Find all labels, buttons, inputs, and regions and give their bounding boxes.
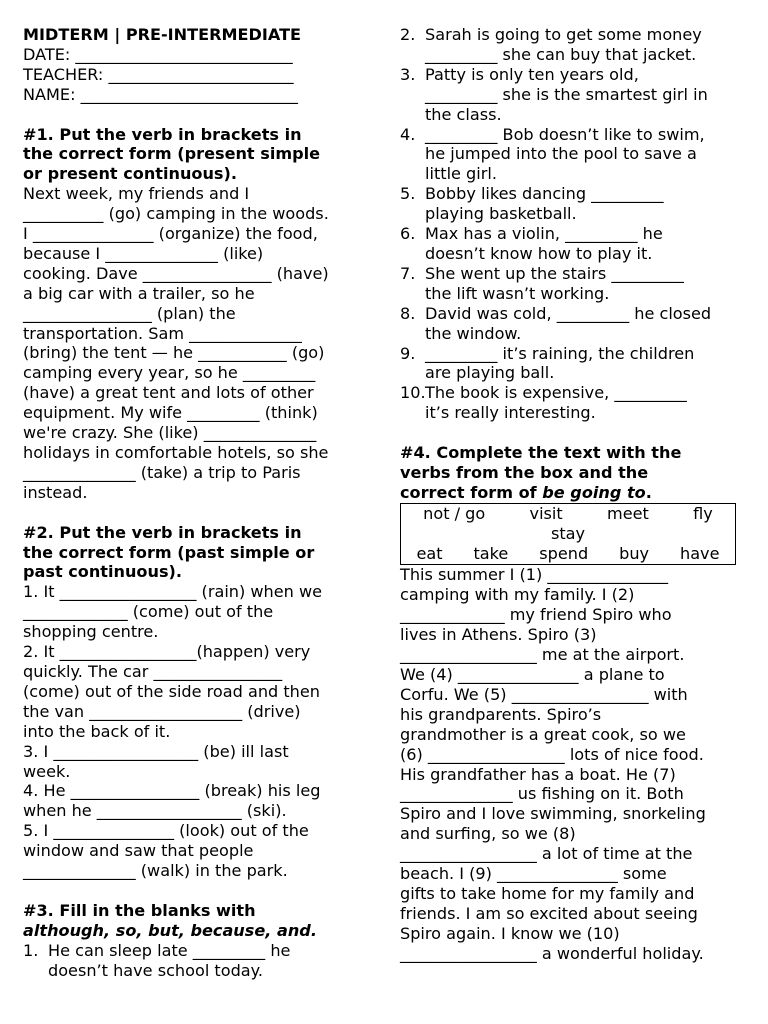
- box-word: have: [680, 543, 720, 563]
- item-number: 8.: [400, 303, 416, 323]
- exercise-line: and surfing, so we (8): [400, 824, 576, 844]
- list-item: [400, 344, 750, 384]
- exercise-line: _____________ (come) out of the: [23, 602, 274, 622]
- exercise-line: 3. I __________________ (be) ill last: [23, 741, 289, 761]
- spacer: [23, 503, 373, 523]
- box-word: stay: [550, 523, 586, 543]
- item-number: 3.: [400, 64, 416, 84]
- item-line: Max has a violin, _________ he: [425, 224, 663, 244]
- item-number: 10.: [400, 383, 426, 403]
- section-2: [23, 523, 373, 881]
- item-line: are playing ball.: [425, 363, 555, 383]
- exercise-line: grandmother is a great cook, so we: [400, 724, 686, 744]
- exercise-line: I _______________ (organize) the food,: [23, 224, 318, 244]
- exercise-line: window and saw that people: [23, 841, 254, 861]
- box-word: take: [473, 543, 509, 563]
- list-item: [400, 224, 750, 264]
- box-word: not / go: [423, 503, 486, 523]
- exercise-line: holidays in comfortable hotels, so she: [23, 443, 329, 463]
- section-4-heading-line: #4. Complete the text with the: [400, 443, 682, 463]
- item-line: _________ it’s raining, the children: [425, 343, 695, 363]
- exercise-line: week.: [23, 761, 71, 781]
- item-line: _________ she can buy that jacket.: [425, 44, 697, 64]
- list-item: [400, 264, 750, 304]
- item-line: He can sleep late _________ he: [48, 940, 291, 960]
- exercise-line: His grandfather has a boat. He (7): [400, 764, 676, 784]
- exercise-line: friends. I am so excited about seeing: [400, 903, 698, 923]
- box-word: fly: [693, 503, 713, 523]
- section-4-heading: [400, 443, 750, 483]
- spacer: [400, 423, 750, 443]
- list-item: [400, 383, 750, 423]
- exercise-line: (6) _________________ lots of nice food.: [400, 744, 704, 764]
- exercise-line: _________________ a wonderful holiday.: [400, 943, 704, 963]
- section-4-heading-last: correct form of be going to.: [400, 482, 652, 502]
- item-line: Sarah is going to get some money: [425, 25, 702, 44]
- exercise-line: his grandparents. Spiro’s: [400, 704, 602, 724]
- date-field: DATE: ___________________________: [23, 44, 293, 64]
- item-line: playing basketball.: [425, 204, 577, 224]
- exercise-line: Spiro and I love swimming, snorkeling: [400, 804, 706, 824]
- exercise-line: (have) a great tent and lots of other: [23, 383, 314, 403]
- item-line: She went up the stairs _________: [425, 263, 684, 283]
- section-3-heading: #3. Fill in the blanks with: [23, 900, 256, 920]
- item-line: the class.: [425, 104, 502, 124]
- list-item: [400, 304, 750, 344]
- teacher-field: TEACHER: _______________________: [23, 64, 294, 84]
- exercise-line: 5. I _______________ (look) out of the: [23, 821, 309, 841]
- box-word: meet: [607, 503, 649, 523]
- exercise-line: transportation. Sam ______________: [23, 323, 302, 343]
- box-word: eat: [416, 543, 443, 563]
- exercise-line: 4. He ________________ (break) his leg: [23, 781, 321, 801]
- exercise-line: 1. It _________________ (rain) when we: [23, 582, 323, 602]
- section-1-heading: the correct form (present simple: [23, 144, 321, 164]
- section-4-text: [400, 565, 750, 963]
- item-line: doesn’t have school today.: [48, 960, 263, 980]
- item-line: he jumped into the pool to save a: [425, 144, 697, 164]
- exercise-line: cooking. Dave ________________ (have): [23, 263, 329, 283]
- list-item: [400, 125, 750, 185]
- list-item: [23, 941, 373, 981]
- exercise-line: ______________ (take) a trip to Paris: [23, 462, 301, 482]
- item-number: 9.: [400, 343, 416, 363]
- list-item: [400, 25, 750, 65]
- section-2-heading: past continuous).: [23, 562, 182, 582]
- exercise-line: 2. It _________________(happen) very: [23, 642, 311, 662]
- section-3-heading-words: although, so, but, because, and.: [23, 920, 317, 940]
- item-number: 7.: [400, 263, 416, 283]
- item-line: doesn’t know how to play it.: [425, 243, 653, 263]
- exercise-line: shopping centre.: [23, 622, 159, 642]
- list-item: [400, 65, 750, 125]
- exercise-line: a big car with a trailer, so he: [23, 283, 255, 303]
- list-item: [400, 184, 750, 224]
- exercise-line: _____________ my friend Spiro who: [400, 605, 672, 625]
- right-column: [400, 25, 750, 964]
- exercise-line: lives in Athens. Spiro (3): [400, 625, 597, 645]
- exercise-line: (bring) the tent — he ___________ (go): [23, 343, 325, 363]
- item-line: David was cold, _________ he closed: [425, 303, 712, 323]
- section-4-heading-line: verbs from the box and the: [400, 462, 649, 482]
- section-3-items-right: [400, 25, 750, 423]
- item-line: the lift wasn’t working.: [425, 283, 610, 303]
- word-box-row: [401, 524, 735, 544]
- item-line: it’s really interesting.: [425, 403, 596, 423]
- exercise-line: when he __________________ (ski).: [23, 801, 287, 821]
- exercise-line: Next week, my friends and I: [23, 184, 250, 204]
- exercise-line: ______________ us fishing on it. Both: [400, 784, 684, 804]
- box-word: visit: [529, 503, 563, 523]
- section-2-heading: #2. Put the verb in brackets in: [23, 522, 302, 542]
- exercise-line: __________ (go) camping in the woods.: [23, 204, 329, 224]
- section-1: [23, 125, 373, 503]
- word-box-row: [401, 504, 735, 524]
- name-field: NAME: ___________________________: [23, 84, 298, 104]
- exercise-line: (come) out of the side road and then: [23, 681, 320, 701]
- exercise-line: quickly. The car ________________: [23, 661, 283, 681]
- box-word: spend: [539, 543, 589, 563]
- section-2-heading: the correct form (past simple or: [23, 542, 315, 562]
- word-box-row: [401, 544, 735, 564]
- exercise-line: because I ______________ (like): [23, 243, 264, 263]
- page-title: MIDTERM | PRE-INTERMEDIATE: [23, 25, 302, 44]
- item-line: The book is expensive, _________: [425, 383, 687, 403]
- section-1-heading: or present continuous).: [23, 164, 237, 184]
- item-line: _________ Bob doesn’t like to swim,: [425, 124, 705, 144]
- section-3-items-left: [23, 941, 373, 981]
- item-line: the window.: [425, 323, 522, 343]
- item-number: 1.: [23, 940, 39, 960]
- exercise-line: camping every year, so he _________: [23, 363, 316, 383]
- item-number: 5.: [400, 184, 416, 204]
- exercise-line: _________________ me at the airport.: [400, 645, 685, 665]
- left-column: [23, 25, 373, 980]
- exercise-line: instead.: [23, 482, 88, 502]
- exercise-line: we're crazy. She (like) ______________: [23, 423, 317, 443]
- exercise-line: camping with my family. I (2): [400, 585, 635, 605]
- section-1-heading: #1. Put the verb in brackets in: [23, 124, 302, 144]
- item-number: 6.: [400, 224, 416, 244]
- word-box: [400, 503, 736, 566]
- exercise-line: gifts to take home for my family and: [400, 883, 695, 903]
- item-line: little girl.: [425, 164, 497, 184]
- item-line: Patty is only ten years old,: [425, 64, 639, 84]
- exercise-line: We (4) _______________ a plane to: [400, 664, 665, 684]
- item-line: _________ she is the smartest girl in: [425, 84, 708, 104]
- exercise-line: beach. I (9) _______________ some: [400, 864, 667, 884]
- exercise-line: ______________ (walk) in the park.: [23, 861, 288, 881]
- item-line: Bobby likes dancing _________: [425, 184, 664, 204]
- box-word: buy: [619, 543, 650, 563]
- item-number: 2.: [400, 25, 416, 44]
- exercise-line: ________________ (plan) the: [23, 303, 236, 323]
- item-number: 4.: [400, 124, 416, 144]
- exercise-line: This summer I (1) _______________: [400, 565, 669, 585]
- exercise-line: Spiro again. I know we (10): [400, 923, 620, 943]
- exercise-line: _________________ a lot of time at the: [400, 844, 693, 864]
- spacer: [23, 105, 373, 125]
- exercise-line: into the back of it.: [23, 721, 171, 741]
- spacer: [23, 881, 373, 901]
- exercise-line: the van ___________________ (drive): [23, 701, 301, 721]
- exercise-line: Corfu. We (5) _________________ with: [400, 684, 688, 704]
- exercise-line: equipment. My wife _________ (think): [23, 403, 318, 423]
